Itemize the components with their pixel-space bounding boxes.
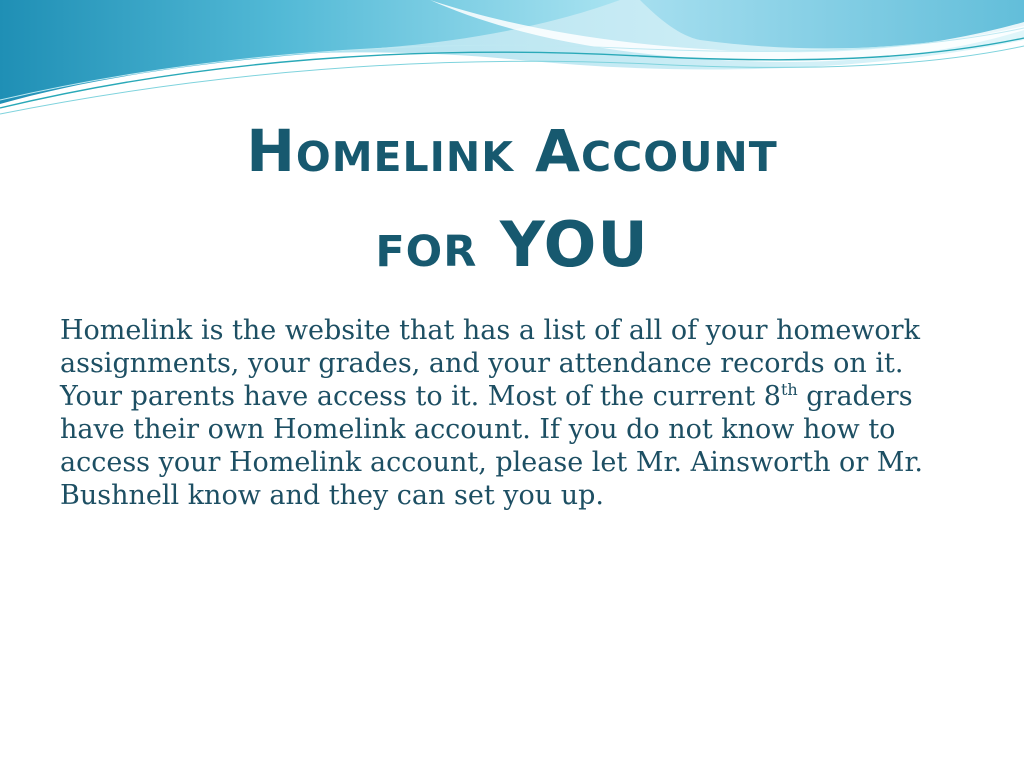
body-text-part-2: graders have their own Homelink account. If you do not know how to access your Homelink account, please let Mr. Ainsworth or Mr. Bushnell know and they can set you up. <box>60 381 923 511</box>
body-paragraph <box>60 314 960 512</box>
ordinal-superscript: th <box>780 380 798 399</box>
slide-title <box>0 104 1024 292</box>
title-line-2: for YOU <box>375 208 649 281</box>
title-line-1: Homelink Account <box>246 117 778 185</box>
body-text-part-1: Homelink is the website that has a list of all of your homework assignments, your grades, and your attendance records on it. Your parents have access to it. Most of the current 8 <box>60 315 920 412</box>
